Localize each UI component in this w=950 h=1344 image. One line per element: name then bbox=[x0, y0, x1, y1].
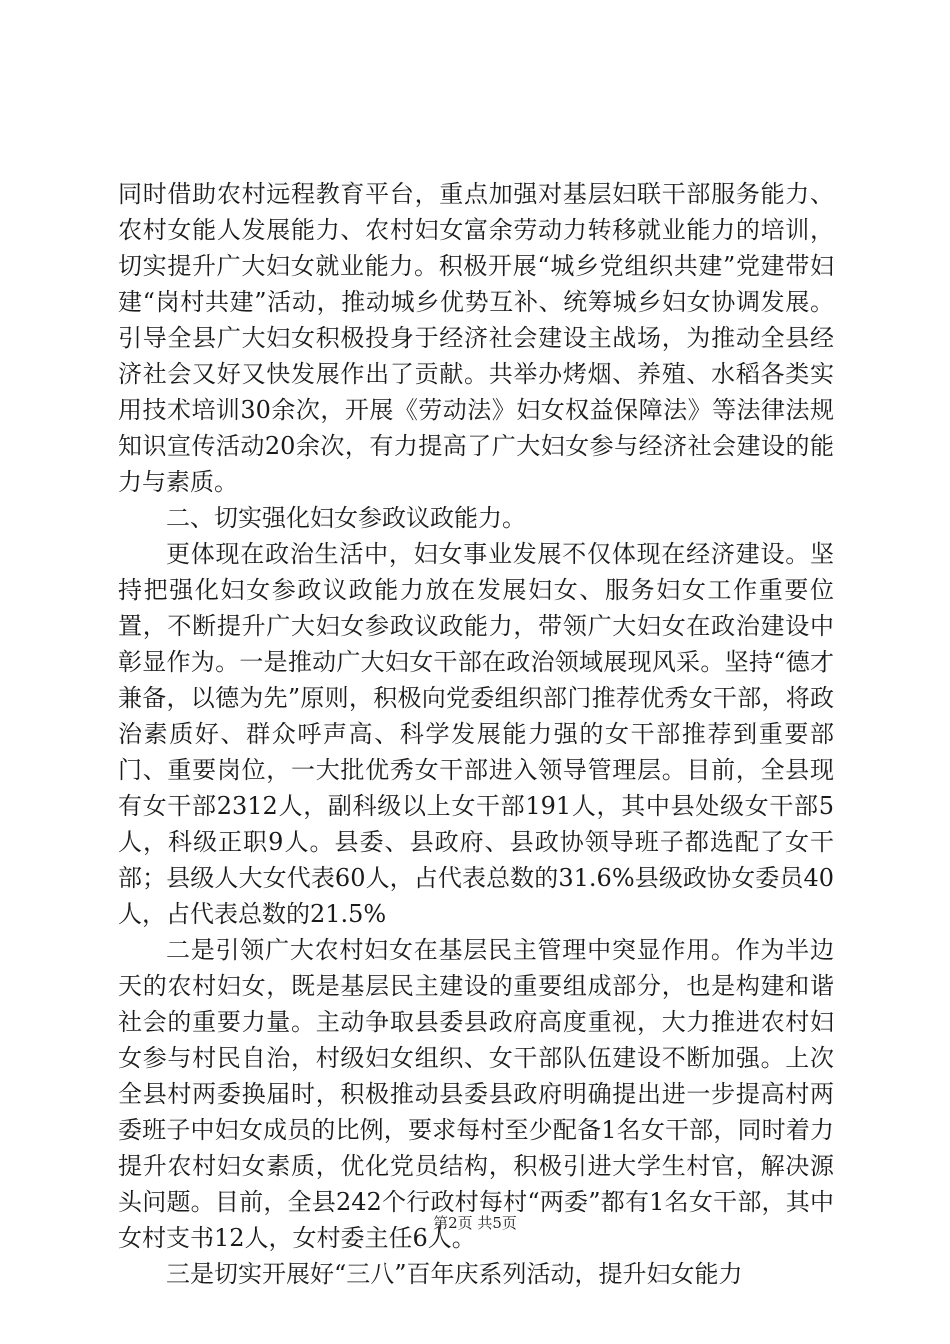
paragraph-5: 三是切实开展好“三八”百年庆系列活动，提升妇女能力 bbox=[166, 1260, 743, 1288]
section-heading-2: 二、切实强化妇女参政议政能力。 bbox=[166, 504, 526, 532]
paragraph-1: 同时借助农村远程教育平台，重点加强对基层妇联干部服务能力、农村女能人发展能力、农村妇女富余劳动力转移就业能力的培训，切实提升广大妇女就业能力。积极开展“城乡党组织共建”党建带妇建“岗村共建”活动，推动城乡优势互补、统筹城乡妇女协调发展。引导全县广大妇女积极投身于经济社会建设主战场，为推动全县经济社会又好又快发展作出了贡献。共举办烤烟、养殖、水稻各类实用技术培训30余次，开展《劳动法》妇女权益保障法》等法律法规知识宣传活动20余次，有力提高了广大妇女参与经济社会建设的能力与素质。 bbox=[118, 180, 834, 496]
paragraph-4: 二是引领广大农村妇女在基层民主管理中突显作用。作为半边天的农村妇女，既是基层民主建设的重要组成部分，也是构建和谐社会的重要力量。主动争取县委县政府高度重视，大力推进农村妇女参与村民自治，村级妇女组织、女干部队伍建设不断加强。上次全县村两委换届时，积极推动县委县政府明确提出进一步提高村两委班子中妇女成员的比例，要求每村至少配备1名女干部，同时着力提升农村妇女素质，优化党员结构，积极引进大学生村官，解决源头问题。目前，全县242个行政村每村“两委”都有1名女干部，其中女村支书12人，女村委主任6人。 bbox=[118, 936, 834, 1252]
page-footer bbox=[0, 1212, 950, 1233]
paragraph-3: 更体现在政治生活中，妇女事业发展不仅体现在经济建设。坚持把强化妇女参政议政能力放在发展妇女、服务妇女工作重要位置，不断提升广大妇女参政议政能力，带领广大妇女在政治建设中彰显作为。一是推动广大妇女干部在政治领域展现风采。坚持“德才兼备，以德为先”原则，积极向党委组织部门推荐优秀女干部，将政治素质好、群众呼声高、科学发展能力强的女干部推荐到重要部门、重要岗位，一大批优秀女干部进入领导管理层。目前，全县现有女干部2312人，副科级以上女干部191人，其中县处级女干部5人，科级正职9人。县委、县政府、县政协领导班子都选配了女干部；县级人大女代表60人，占代表总数的31.6%县级政协女委员40人，占代表总数的21.5% bbox=[118, 540, 834, 928]
document-body bbox=[118, 176, 834, 1292]
page-number-label: 第2页 共5页 bbox=[433, 1214, 517, 1232]
